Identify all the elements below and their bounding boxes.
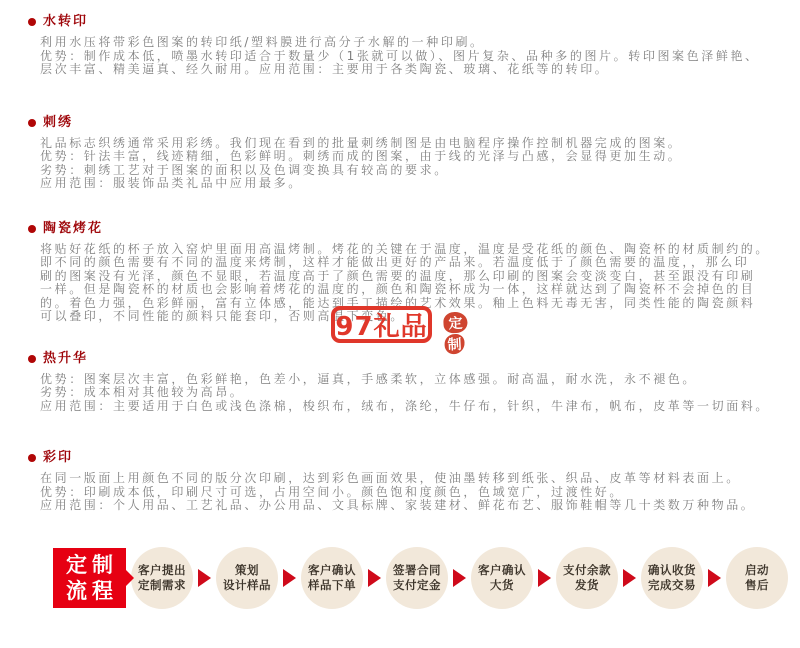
step-text: 发货 bbox=[575, 577, 599, 592]
step-text: 客户确认 bbox=[308, 562, 356, 577]
body-line: 优势：图案层次丰富，色彩鲜艳，色差小，逼真，手感柔软，立体感强。耐高温，耐水洗，永不褪色。 bbox=[40, 371, 698, 386]
body-line: 应用范围：个人用品、工艺礼品、办公用品、文具标牌、家装建材、鲜花布艺、服饰鞋帽等几十类数万种物品。 bbox=[40, 498, 756, 512]
section-heading bbox=[28, 351, 792, 367]
watermark-brand-badge: 97礼品 bbox=[331, 306, 432, 343]
section-color-printing bbox=[28, 450, 792, 513]
custom-process-flow bbox=[53, 546, 792, 610]
bullet-icon bbox=[28, 18, 36, 26]
body-line: 应用范围：主要适用于白色或浅色涤棉，梭织布，绒布，涤纶，牛仔布，针织，牛津布，帆布，皮革等一切面料。 bbox=[40, 398, 771, 413]
section-title: 彩印 bbox=[43, 450, 74, 465]
step-text: 设计样品 bbox=[223, 577, 271, 592]
arrow-right-icon bbox=[708, 569, 721, 587]
body-line: 劣势：刺绣工艺对于图案的面积以及色调变换具有较高的要求。 bbox=[40, 162, 449, 177]
step-text: 策划 bbox=[235, 562, 259, 577]
body-line: 刷的图案没有光泽，颜色不显眼，若温度高于了颜色需要的温度，那么印刷的图案会变淡变白，甚至跟没有印刷 bbox=[40, 268, 756, 283]
flow-step-1 bbox=[131, 547, 193, 609]
body-line: 即不同的颜色需要有不同的温度来烤制，这样才能做出更好的产品来。若温度低于了颜色需要的温度，，那么印 bbox=[40, 255, 750, 269]
step-text: 客户提出 bbox=[138, 562, 186, 577]
section-body bbox=[40, 137, 792, 191]
body-line: 优势：制作成本低，喷墨水转印适合于数量少（1张就可以做）、图片复杂、品种多的图片。转印图案色泽鲜艳、 bbox=[40, 48, 760, 63]
body-line: 礼品标志织绣通常采用彩绣。我们现在看到的批量刺绣制图是由电脑程序操作控制机器完成的图案。 bbox=[40, 135, 683, 150]
arrow-right-icon bbox=[198, 569, 211, 587]
flow-title-badge bbox=[53, 548, 126, 608]
arrow-right-icon bbox=[623, 569, 636, 587]
arrow-right-icon bbox=[368, 569, 381, 587]
section-body bbox=[40, 36, 792, 77]
arrow-right-icon bbox=[283, 569, 296, 587]
step-text: 定制需求 bbox=[138, 577, 186, 592]
flow-step-3 bbox=[301, 547, 363, 609]
section-title: 刺绣 bbox=[43, 114, 74, 130]
flow-step-5 bbox=[471, 547, 533, 609]
body-line: 在同一版面上用颜色不同的版分次印刷，达到彩色画面效果，使油墨转移到纸张、织品、皮革等材料表面上。 bbox=[40, 471, 741, 485]
section-thermal-sublimation bbox=[28, 351, 792, 414]
section-title: 热升华 bbox=[43, 350, 89, 366]
bullet-icon bbox=[28, 355, 36, 363]
flow-step-6 bbox=[556, 547, 618, 609]
section-heading bbox=[28, 450, 792, 466]
section-body bbox=[40, 472, 792, 513]
section-water-transfer bbox=[28, 14, 792, 77]
flow-title-line: 定制 bbox=[66, 552, 118, 577]
seal-char-top: 定 bbox=[443, 311, 468, 333]
body-line: 优势：针法丰富，线迹精细，色彩鲜明。刺绣而成的图案，由于线的光泽与凸感，会显得更加生动。 bbox=[40, 149, 683, 163]
step-text: 支付定金 bbox=[393, 577, 441, 592]
body-line: 利用水压将带彩色图案的转印纸/塑料膜进行高分子水解的一种印刷。 bbox=[40, 35, 485, 49]
watermark-seal-stamp bbox=[437, 311, 475, 355]
bullet-icon bbox=[28, 119, 36, 127]
flow-step-8 bbox=[726, 547, 788, 609]
body-line: 优势：印刷成本低，印刷尺寸可选，占用空间小。颜色饱和度颜色，色域宽广，过渡性好。 bbox=[40, 484, 625, 499]
section-heading bbox=[28, 14, 792, 30]
flow-step-4 bbox=[386, 547, 448, 609]
seal-char-bottom: 制 bbox=[444, 334, 465, 355]
section-title: 水转印 bbox=[43, 14, 89, 29]
body-line: 可以叠印，不同性能的颜料只能套印，否则高温下变色。 bbox=[40, 309, 406, 323]
section-title: 陶瓷烤花 bbox=[43, 220, 104, 236]
step-text: 签署合同 bbox=[393, 562, 441, 577]
bullet-icon bbox=[28, 225, 36, 233]
body-line: 一样。但是陶瓷杯的材质也会影响着烤花的温度的，颜色和陶瓷杯成为一体，这样就达到了陶瓷杯不会掉色的目 bbox=[40, 282, 756, 296]
step-text: 售后 bbox=[745, 577, 769, 592]
arrow-right-icon bbox=[538, 569, 551, 587]
flow-step-2 bbox=[216, 547, 278, 609]
body-line: 的。着色力强，色彩鲜丽，富有立体感，能达到手工描绘的艺术效果。釉上色料无毒无害，同类性能的陶瓷颜料 bbox=[40, 295, 756, 310]
body-line: 劣势：成本相对其他较为高昂。 bbox=[40, 385, 245, 399]
section-heading bbox=[28, 115, 792, 131]
section-heading bbox=[28, 221, 792, 237]
step-text: 完成交易 bbox=[648, 577, 696, 592]
body-line: 应用范围：服装饰品类礼品中应用最多。 bbox=[40, 176, 303, 190]
flow-title-line: 流程 bbox=[66, 578, 118, 603]
step-text: 支付余款 bbox=[563, 562, 611, 577]
bullet-icon bbox=[28, 454, 36, 462]
flow-step-7 bbox=[641, 547, 703, 609]
step-text: 大货 bbox=[490, 577, 514, 592]
arrow-right-icon bbox=[453, 569, 466, 587]
section-embroidery bbox=[28, 115, 792, 191]
section-body bbox=[40, 373, 792, 414]
step-text: 客户确认 bbox=[478, 562, 526, 577]
step-text: 确认收货 bbox=[648, 562, 696, 577]
step-text: 启动 bbox=[745, 562, 769, 577]
step-text: 样品下单 bbox=[308, 577, 356, 592]
body-line: 层次丰富、精美逼真、经久耐用。应用范围：主要用于各类陶瓷、玻璃、花纸等的转印。 bbox=[40, 62, 610, 76]
body-line: 将贴好花纸的杯子放入窑炉里面用高温烤制。烤花的关键在于温度，温度是受花纸的颜色、陶瓷杯的材质制约的。 bbox=[40, 241, 771, 256]
